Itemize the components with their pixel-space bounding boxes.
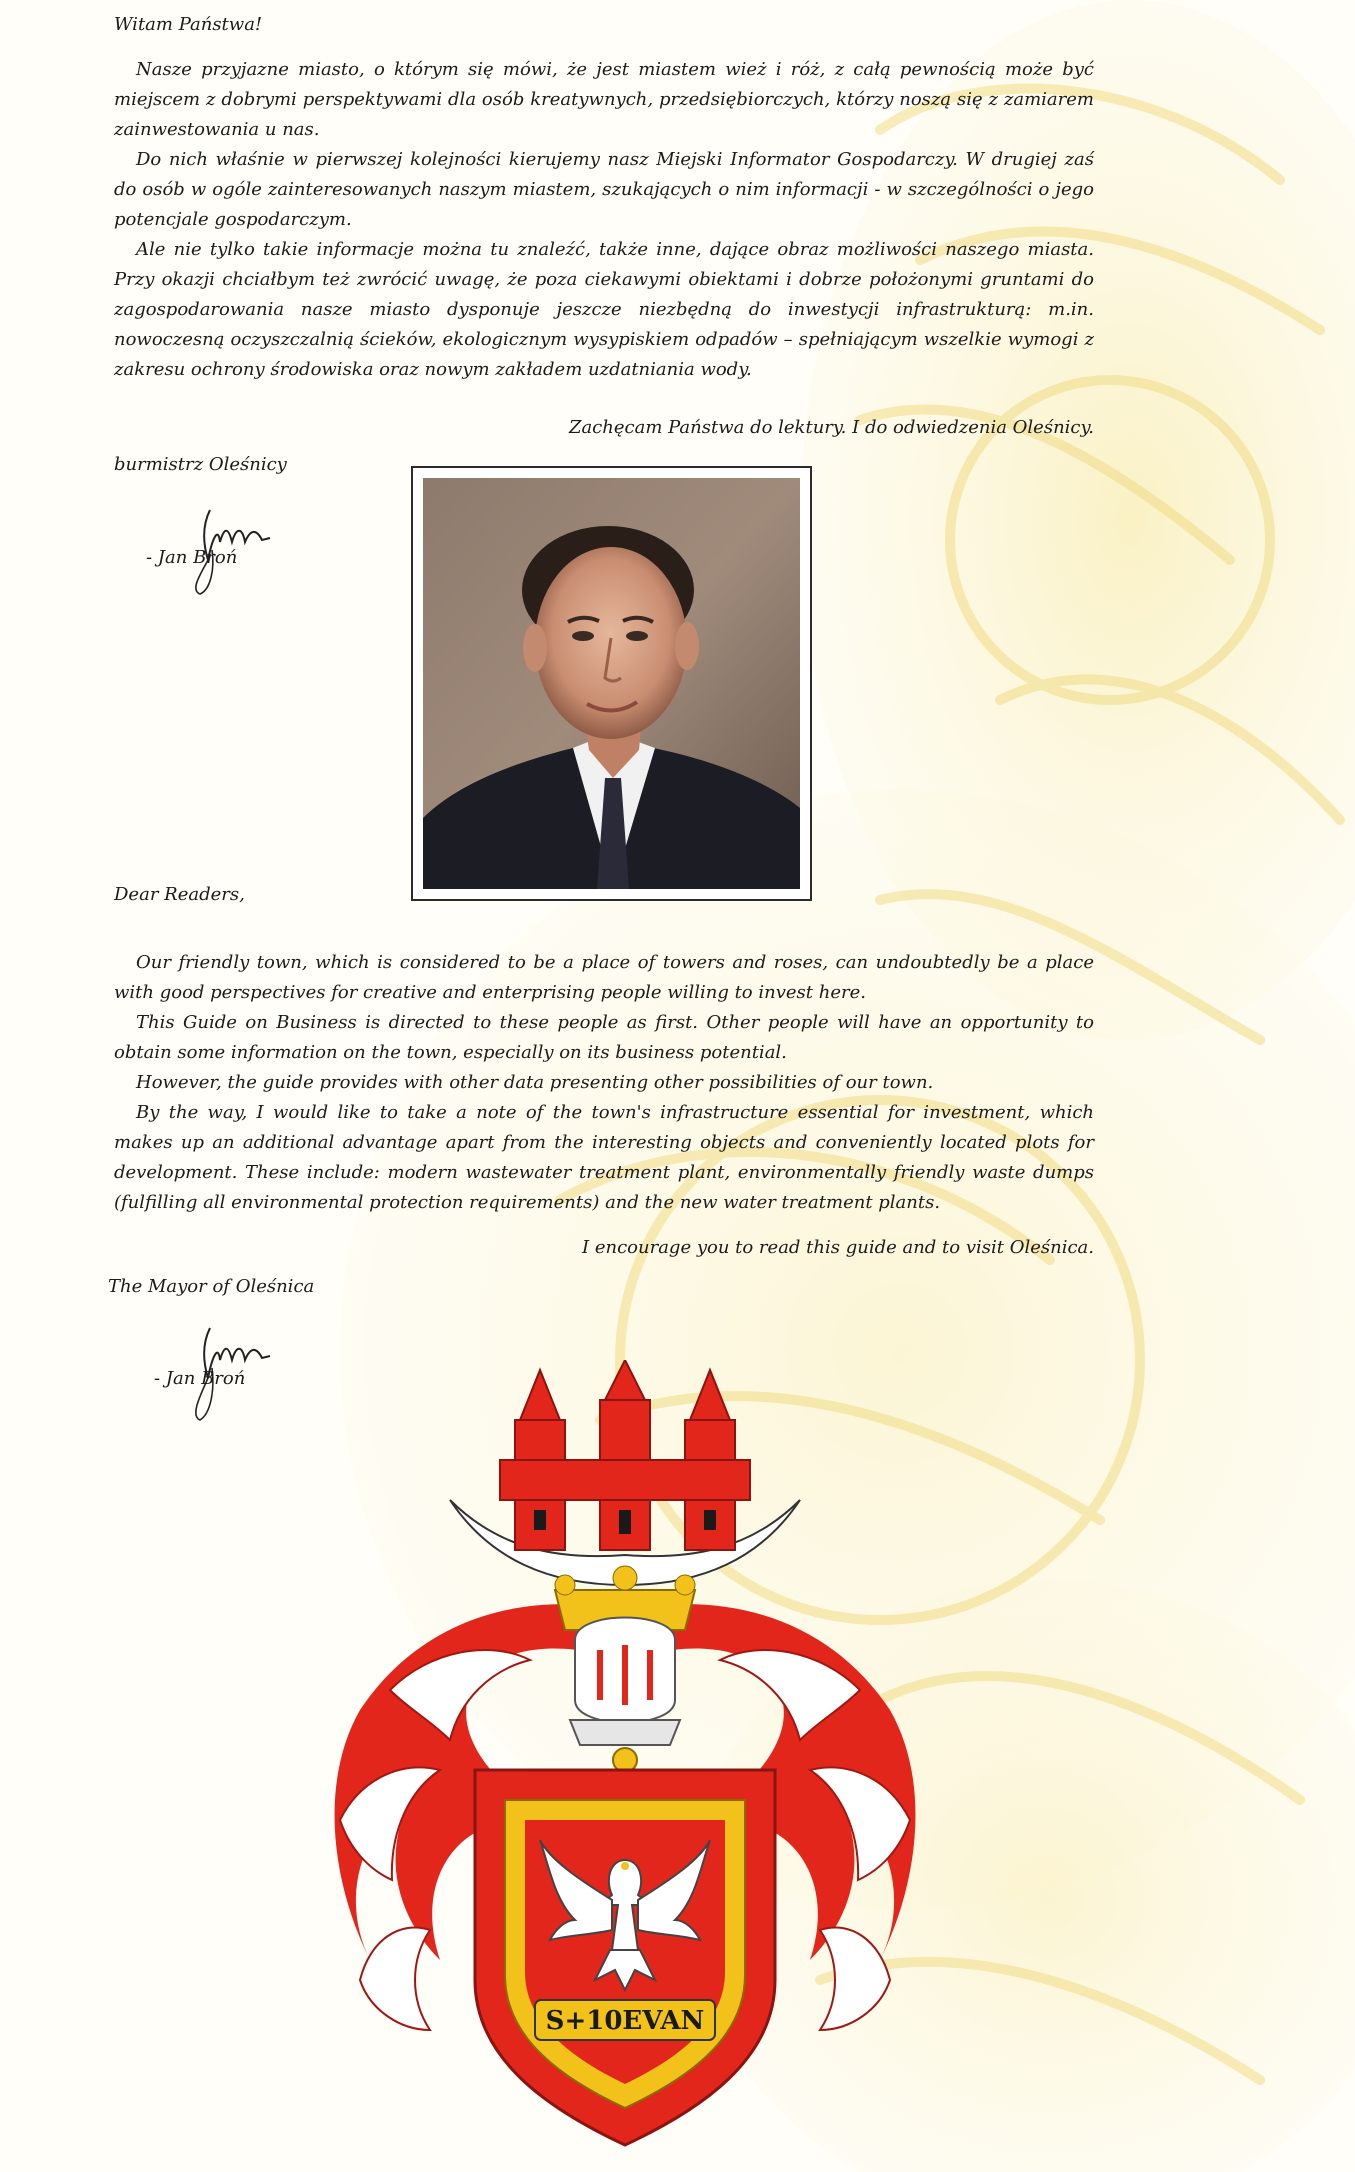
polish-paragraph-2: Do nich właśnie w pierwszej kolejności kierujemy nasz Miejski Informator Gospodarczy. W drugiej zaś do osób w ogóle zainteresowanych naszym miastem, szukających o nim informacji - w szczególności o jego potencjale gospodarczym.	[114, 149, 1094, 230]
mayor-portrait-photo	[423, 478, 800, 889]
mayor-portrait-frame	[411, 466, 812, 901]
english-paragraph-3: However, the guide provides with other data presenting other possibilities of our town.	[136, 1072, 934, 1093]
english-paragraph-2: This Guide on Business is directed to these people as first. Other people will have an opportunity to obtain some information on the town, especially on its business potential.	[114, 1012, 1094, 1063]
english-greeting: Dear Readers,	[114, 884, 245, 905]
polish-paragraph-3: Ale nie tylko takie informacje można tu znaleźć, także inne, dające obraz możliwości naszego miasta. Przy okazji chciałbym też zwrócić uwagę, że poza ciekawymi obiektami i dobrze położonymi gruntami do zagospodarowania nasze miasto dysponuje jeszcze niezbędną do inwestycji infrastrukturą: m.in. nowoczesną oczyszczalnią ścieków, ekologicznym wysypiskiem odpadów – spełniającym wszelkie wymogi z zakresu ochrony środowiska oraz nowym zakładem uzdatniania wody.	[114, 239, 1094, 380]
polish-body	[114, 55, 1094, 385]
english-body	[114, 948, 1094, 1218]
polish-signer-name: - Jan Broń	[146, 547, 238, 568]
polish-closing: Zachęcam Państwa do lektury. I do odwiedzenia Oleśnicy.	[568, 417, 1094, 438]
english-signer-name: - Jan Broń	[154, 1368, 246, 1389]
motto-ribbon-text: S+10EVAN	[545, 2006, 705, 2036]
english-signer-title: The Mayor of Oleśnica	[108, 1276, 315, 1297]
polish-signer-title: burmistrz Oleśnicy	[114, 454, 287, 475]
english-closing: I encourage you to read this guide and to visit Oleśnica.	[582, 1237, 1094, 1258]
polish-greeting: Witam Państwa!	[114, 14, 263, 35]
olesnica-coat-of-arms	[300, 1360, 950, 2150]
english-paragraph-4: By the way, I would like to take a note of the town's infrastructure essential for investment, which makes up an additional advantage apart from the interesting objects and conveniently located plots for development. These include: modern wastewater treatment plant, environmentally friendly waste dumps (fulfilling all environmental protection requirements) and the new water treatment plants.	[114, 1102, 1094, 1213]
polish-paragraph-1: Nasze przyjazne miasto, o którym się mówi, że jest miastem wież i róż, z całą pewnością może być miejscem z dobrymi perspektywami dla osób kreatywnych, przedsiębiorczych, którzy noszą się z zamiarem zainwestowania u nas.	[114, 59, 1094, 140]
english-paragraph-1: Our friendly town, which is considered to be a place of towers and roses, can undoubtedly be a place with good perspectives for creative and enterprising people willing to invest here.	[114, 952, 1094, 1003]
